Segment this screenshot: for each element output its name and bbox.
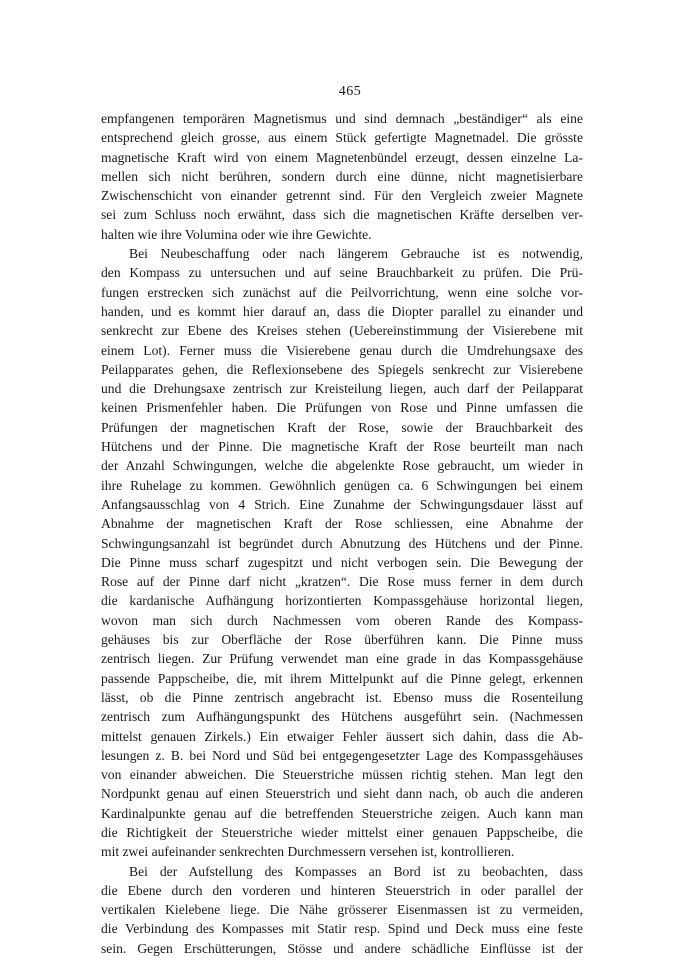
text-line: handen, und es kommt hier darauf an, dass die Diopter parallel zu einander und (101, 303, 583, 319)
text-line: ihre Ruhelage zu kommen. Gewöhnlich genügen ca. 6 Schwingungen bei einem (101, 477, 583, 493)
text-line: einem Lot). Ferner muss die Visierebene genau durch die Umdrehungsaxe des (101, 342, 583, 358)
text-line: gehäuses bis zur Oberfläche der Rose überführen kann. Die Pinne muss (101, 632, 583, 648)
text-line: Rose auf der Pinne darf nicht „kratzen“. Die Rose muss ferner in dem durch (101, 574, 583, 590)
text-line: mellen sich nicht berühren, sondern durch eine dünne, nicht magnetisierbare (101, 168, 583, 184)
text-line: Kardinalpunkte genau auf die betreffenden Steuerstriche zeigen. Auch kann man (101, 805, 583, 821)
text-line: vertikalen Kielebene liege. Die Nähe grösserer Eisenmassen ist zu vermeiden, (101, 902, 583, 918)
text-line: lässt, ob die Pinne zentrisch angebracht ist. Ebenso muss die Rosenteilung (101, 689, 583, 705)
text-line: wovon man sich durch Nachmessen vom oberen Rande des Kompass- (101, 612, 583, 628)
text-line: von einander abweichen. Die Steuerstriche müssen richtig stehen. Man legt den (101, 767, 583, 783)
text-line: zentrisch liegen. Zur Prüfung verwendet man eine grade in das Kompassgehäuse (101, 651, 583, 667)
text-line: Bei Neubeschaffung oder nach längerem Gebrauche ist es notwendig, (129, 246, 583, 262)
text-line: Prüfungen der magnetischen Kraft der Rose, sowie der Brauchbarkeit des (101, 419, 583, 435)
text-line: keinen Prismenfehler haben. Die Prüfungen von Rose und Pinne umfassen die (101, 400, 583, 416)
text-line: den Kompass zu untersuchen und auf seine Brauchbarkeit zu prüfen. Die Prü- (101, 265, 583, 281)
text-line: lesungen z. B. bei Nord und Süd bei entgegengesetzter Lage des Kompassgehäuses (101, 747, 583, 763)
text-line: passende Pappscheibe, die, mit ihrem Mittelpunkt auf die Pinne gelegt, erkennen (101, 670, 583, 686)
text-line: Anfangsausschlag von 4 Strich. Eine Zunahme der Schwingungsdauer lässt auf (101, 496, 583, 512)
text-line: Schwingungsanzahl ist begründet durch Abnutzung des Hütchens und der Pinne. (101, 535, 583, 551)
text-line: empfangenen temporären Magnetismus und sind demnach „beständiger“ als eine (101, 111, 583, 126)
text-line: fungen erstrecken sich zunächst auf die Peilvorrichtung, wenn eine solche vor- (101, 284, 583, 300)
text-line: die Richtigkeit der Steuerstriche wieder mittelst einer genauen Pappscheibe, die (101, 824, 583, 840)
text-line: Die Pinne muss scharf zugespitzt und nicht verbogen sein. Die Bewegung der (101, 554, 583, 570)
text-line: halten wie ihre Volumina oder wie ihre Gewichte. (101, 226, 372, 242)
text-line: senkrecht zur Ebene des Kreises stehen (Uebereinstimmung der Visierebene mit (101, 323, 583, 339)
text-line: sein. Gegen Erschütterungen, Stösse und andere schädliche Einflüsse ist der (101, 940, 583, 956)
page-number: 465 (338, 84, 362, 99)
text-line: die kardanische Aufhängung horizontierten Kompassgehäuse horizontal liegen, (101, 593, 583, 609)
text-line: Bei der Aufstellung des Kompasses an Bord ist zu beobachten, dass (129, 863, 583, 879)
text-line: Nordpunkt genau auf einen Steuerstrich und sieht dann nach, ob auch die anderen (101, 786, 583, 802)
text-line: magnetische Kraft wird von einem Magnetenbündel erzeugt, dessen einzelne La- (101, 149, 583, 165)
text-line: die Verbindung des Kompasses mit Statir resp. Spind und Deck muss eine feste (101, 921, 583, 937)
text-line: der Anzahl Schwingungen, welche die abgelenkte Rose gebraucht, um wieder in (101, 458, 583, 474)
body-text (101, 109, 583, 958)
text-line: die Ebene durch den vorderen und hinteren Steuerstrich in oder parallel der (101, 882, 583, 898)
text-line: mit zwei aufeinander senkrechten Durchmessern versehen ist, kontrollieren. (101, 844, 515, 860)
text-line: Zwischenschicht von einander getrennt sind. Für den Vergleich zweier Magnete (101, 188, 583, 204)
text-line: sei zum Schluss noch erwähnt, dass sich die magnetischen Kräfte derselben ver- (101, 207, 583, 223)
text-line: Peilapparates gehen, die Reflexionsebene des Spiegels senkrecht zur Visierebene (101, 361, 583, 377)
text-line: mittelst genauen Zirkels.) Ein etwaiger Fehler äussert sich dahin, dass die Ab- (101, 728, 583, 744)
text-line: entsprechend gleich grosse, aus einem Stück gefertigte Magnetnadel. Die grösste (101, 130, 583, 146)
text-line: Hütchens und der Pinne. Die magnetische Kraft der Rose beurteilt man nach (101, 439, 583, 455)
text-line: Abnahme der magnetischen Kraft der Rose schliessen, eine Abnahme der (101, 516, 583, 532)
text-line: zentrisch zum Aufhängungspunkt des Hütchens ausgeführt sein. (Nachmessen (101, 709, 583, 725)
text-line: und die Drehungsaxe zentrisch zur Kreisteilung liegen, auch darf der Peilapparat (101, 381, 583, 397)
